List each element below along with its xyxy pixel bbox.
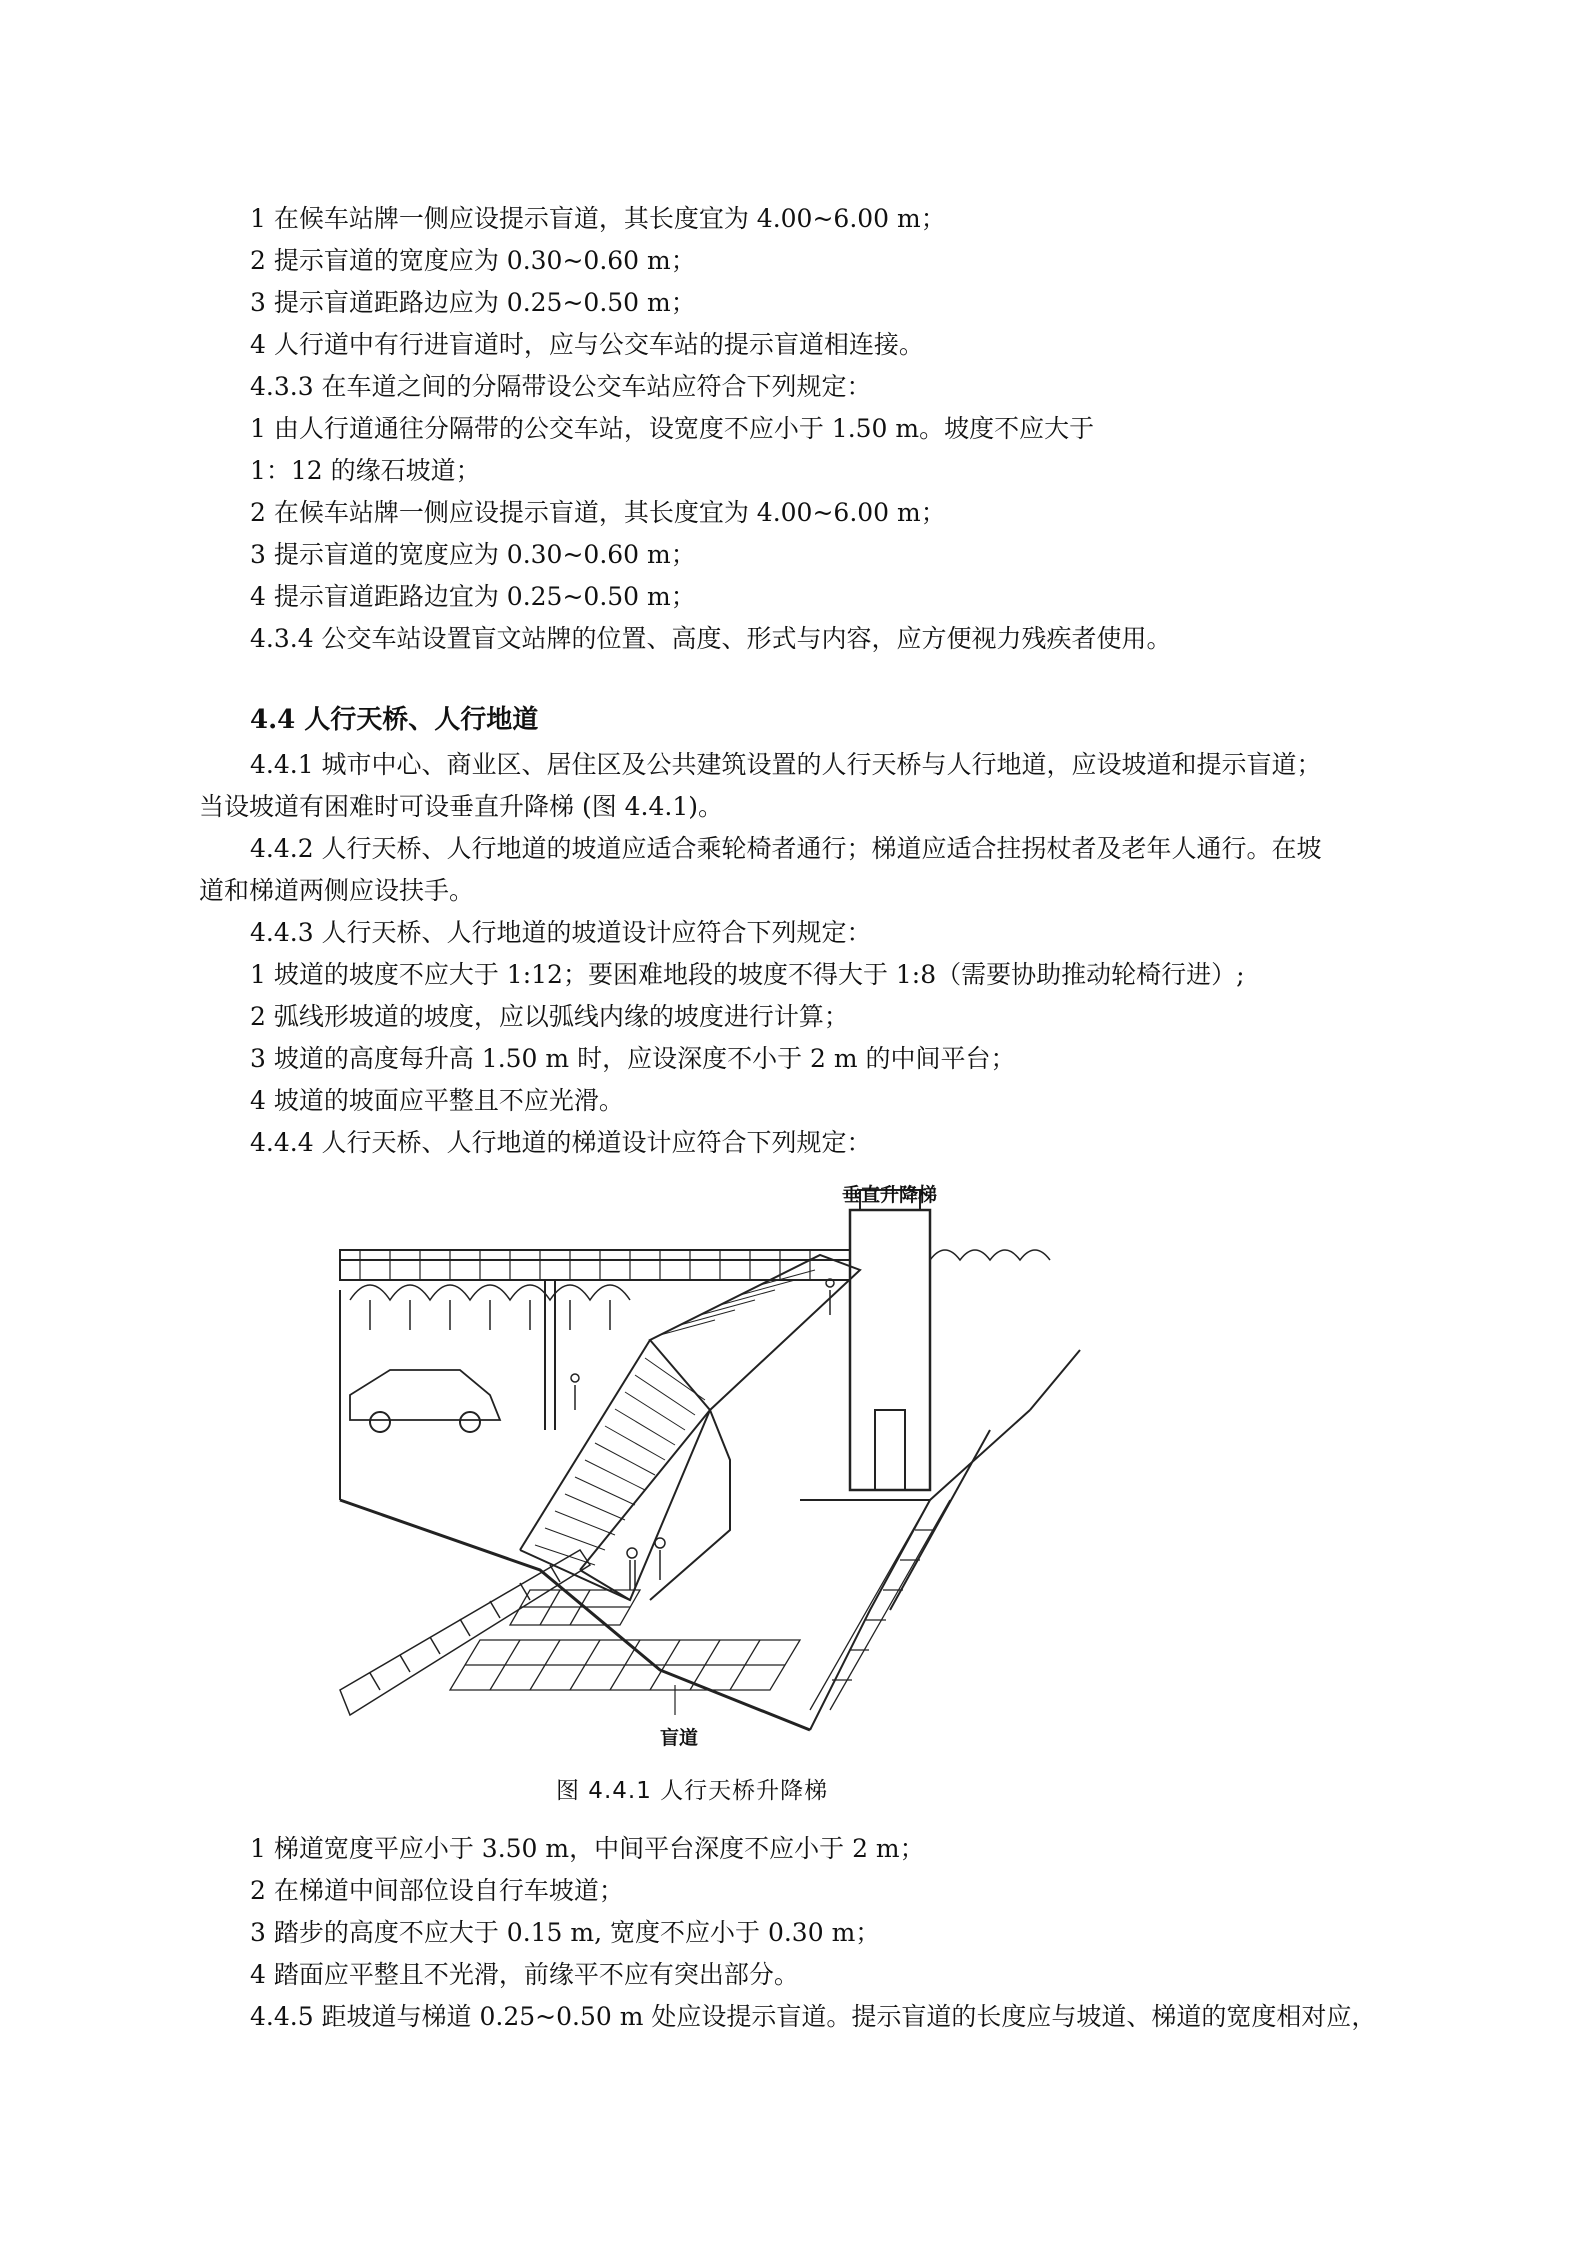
clause-4-4-1-line2: 当设坡道有困难时可设垂直升降梯 (图 4.4.1)。 (199, 792, 724, 821)
list-item: 1：12 的缘石坡道； (250, 456, 481, 485)
clause-4-4-3: 4.4.3 人行天桥、人行地道的坡道设计应符合下列规定： (250, 918, 872, 947)
overpass-drawing (330, 1170, 1090, 1750)
list-item: 2 在梯道中间部位设自行车坡道； (250, 1876, 624, 1905)
clause-4-4-2-line1: 4.4.2 人行天桥、人行地道的坡道应适合乘轮椅者通行；梯道应适合拄拐杖者及老年人通行。在坡 (250, 834, 1322, 863)
clause-4-3-4: 4.3.4 公交车站设置盲文站牌的位置、高度、形式与内容，应方便视力残疾者使用。 (250, 624, 1172, 653)
list-item: 1 在候车站牌一侧应设提示盲道，其长度宜为 4.00~6.00 m； (250, 204, 946, 233)
clause-4-4-1-line1: 4.4.1 城市中心、商业区、居住区及公共建筑设置的人行天桥与人行地道，应设坡道和提示盲道； (250, 750, 1322, 779)
list-item: 1 由人行道通往分隔带的公交车站，设宽度不应小于 1.50 m。坡度不应大于 (250, 414, 1095, 443)
clause-4-4-5: 4.4.5 距坡道与梯道 0.25~0.50 m 处应设提示盲道。提示盲道的长度应与坡道、梯道的宽度相对应， (250, 2002, 1377, 2031)
figure-caption: 图 4.4.1 人行天桥升降梯 (556, 1778, 829, 1804)
section-heading: 4.4 人行天桥、人行地道 (250, 705, 539, 735)
list-item: 4 坡道的坡面应平整且不应光滑。 (250, 1086, 624, 1115)
list-item: 3 坡道的高度每升高 1.50 m 时，应设深度不小于 2 m 的中间平台； (250, 1044, 1016, 1073)
list-item: 4 踏面应平整且不光滑，前缘平不应有突出部分。 (250, 1960, 799, 1989)
list-item: 3 踏步的高度不应大于 0.15 m, 宽度不应小于 0.30 m； (250, 1918, 881, 1947)
list-item: 2 提示盲道的宽度应为 0.30~0.60 m； (250, 246, 696, 275)
clause-4-4-2-line2: 道和梯道两侧应设扶手。 (199, 876, 475, 905)
list-item: 2 在候车站牌一侧应设提示盲道，其长度宜为 4.00~6.00 m； (250, 498, 946, 527)
clause-4-3-3: 4.3.3 在车道之间的分隔带设公交车站应符合下列规定： (250, 372, 872, 401)
list-item: 4 人行道中有行进盲道时，应与公交车站的提示盲道相连接。 (250, 330, 924, 359)
list-item: 2 弧线形坡道的坡度，应以弧线内缘的坡度进行计算； (250, 1002, 849, 1031)
list-item: 1 梯道宽度平应小于 3.50 m，中间平台深度不应小于 2 m； (250, 1834, 925, 1863)
list-item: 4 提示盲道距路边宜为 0.25~0.50 m； (250, 582, 696, 611)
clause-4-4-4: 4.4.4 人行天桥、人行地道的梯道设计应符合下列规定： (250, 1128, 872, 1157)
list-item: 3 提示盲道的宽度应为 0.30~0.60 m； (250, 540, 696, 569)
list-item: 3 提示盲道距路边应为 0.25~0.50 m； (250, 288, 696, 317)
list-item: 1 坡道的坡度不应大于 1:12；要困难地段的坡度不得大于 1:8（需要协助推动轮椅行进）; (250, 960, 1245, 989)
blind-path-label: 盲道 (660, 1727, 699, 1749)
elevator-label: 垂直升降梯 (842, 1184, 938, 1206)
overpass-illustration (330, 1170, 1090, 1750)
